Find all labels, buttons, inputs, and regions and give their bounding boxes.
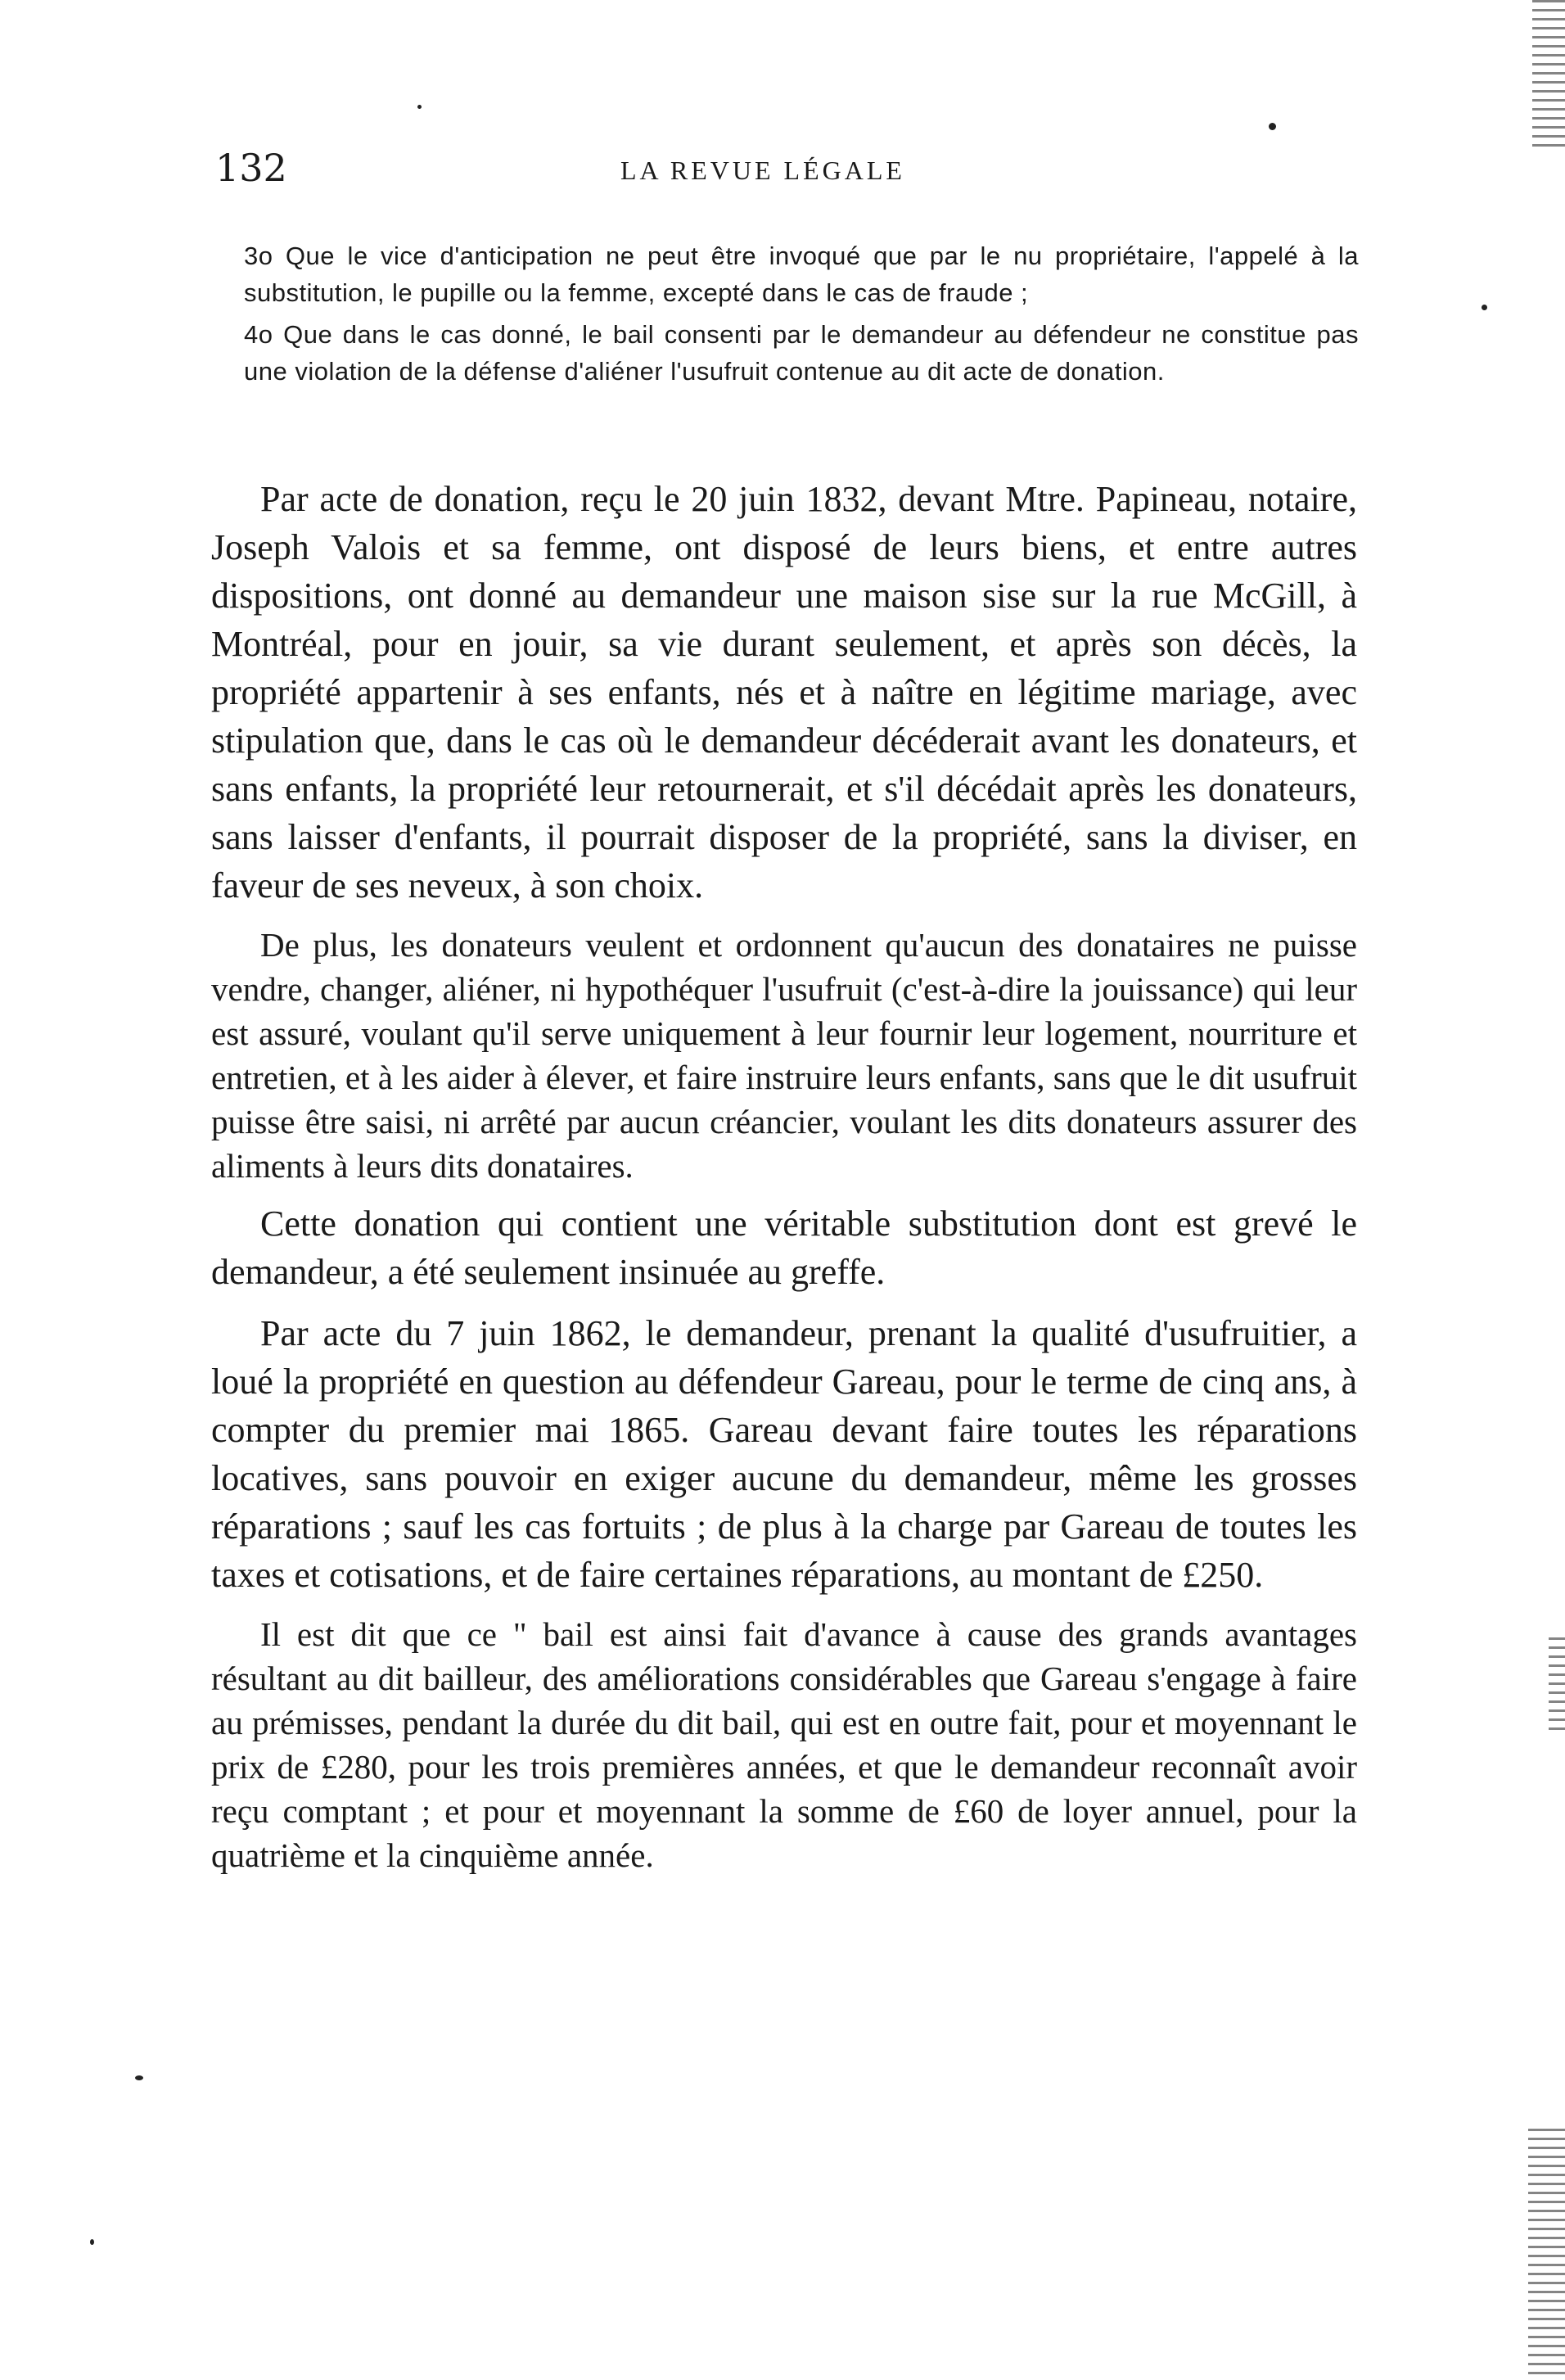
scan-speck (90, 2239, 94, 2245)
scan-edge-top (1532, 0, 1565, 147)
paragraph: Cette donation qui contient une véritable substitution dont est grevé le demandeur, a été seulement insinuée au greffe. (211, 1204, 1357, 1292)
paragraph: Il est dit que ce " bail est ainsi fait d'avance à cause des grands avantages résultant au dit bailleur, des améliorations considérables que Gareau s'engage à faire au prémisses, pendant la durée du dit bail, qui est en outre fait, pour et moyennant le prix de £280, pour les trois premières années, et que le demandeur reconnaît avoir reçu comptant ; et pour et moyennant la somme de £60 de loyer annuel, pour la quatrième et la cinquième année. (211, 1615, 1357, 1874)
paragraph: Par acte de donation, reçu le 20 juin 1832, devant Mtre. Papineau, notaire, Joseph Valois et sa femme, ont disposé de leurs biens, et entre autres dispositions, ont donné au demandeur une maison sise sur la rue McGill, à Montréal, pour en jouir, sa vie durant seulement, et après son décès, la propriété appartenir à ses enfants, nés et à naître en légitime mariage, avec stipulation que, dans le cas où le demandeur décéderait avant les donateurs, et sans enfants, la propriété leur retournerait, et s'il décédait après les donateurs, sans laisser d'enfants, il pourrait disposer de la propriété, sans la diviser, en faveur de ses neveux, à son choix. (211, 479, 1357, 905)
page-number: 132 (215, 146, 287, 190)
summary-item: 3o Que le vice d'anticipation ne peut être invoqué que par le nu propriétaire, l'appelé à la substitution, le pupille ou la femme, excepté dans le cas de fraude ; (244, 242, 1359, 307)
paragraph: Par acte du 7 juin 1862, le demandeur, prenant la qualité d'usufruitier, a loué la propriété en question au défendeur Gareau, pour le terme de cinq ans, à compter du premier mai 1865. Gareau devant faire toutes les réparations locatives, sans pouvoir en exiger aucune du demandeur, même les grosses réparations ; sauf les cas fortuits ; de plus à la charge par Gareau de toutes les taxes et cotisations, et de faire certaines réparations, au montant de £250. (211, 1313, 1357, 1595)
page-header (215, 147, 1034, 196)
scan-edge-bottom (1528, 2129, 1565, 2374)
scan-speck (1482, 305, 1487, 310)
body-text (211, 475, 1357, 1889)
case-summary (244, 237, 1359, 395)
paragraph: De plus, les donateurs veulent et ordonnent qu'aucun des donataires ne puisse vendre, changer, aliéner, ni hypothéquer l'usufruit (c'est-à-dire la jouissance) qui leur est assuré, voulant qu'il serve uniquement à leur fournir leur logement, nourriture et entretien, et à les aider à élever, et faire instruire leurs enfants, sans que le dit usufruit puisse être saisi, ni arrêté par aucun créancier, voulant les dits donateurs assurer des aliments à leurs dits donataires. (211, 926, 1357, 1185)
scan-speck (135, 2075, 143, 2080)
running-title: LA REVUE LÉGALE (620, 156, 905, 185)
scan-speck (417, 105, 422, 109)
scan-edge-mid (1549, 1637, 1565, 1736)
scan-speck (1269, 123, 1276, 130)
summary-item: 4o Que dans le cas donné, le bail consenti par le demandeur au défendeur ne constitue pas une violation de la défense d'aliéner l'usufruit contenue au dit acte de donation. (244, 320, 1359, 386)
